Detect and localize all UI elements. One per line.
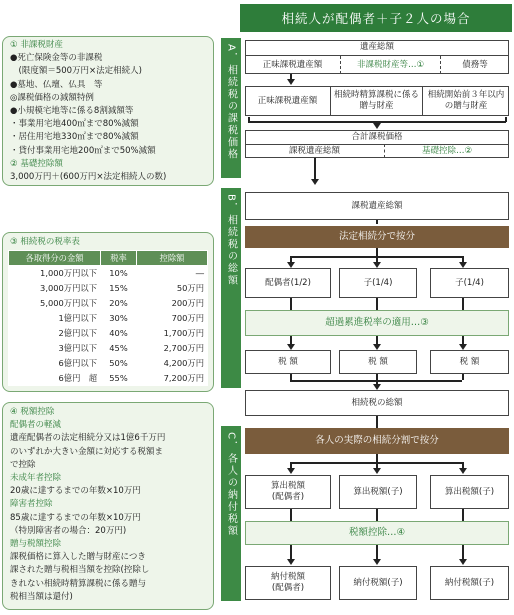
basic-deduction: 基礎控除…② bbox=[385, 144, 509, 158]
table-cell: 7,200万円 bbox=[137, 371, 208, 386]
table-cell: 6億円 超 bbox=[9, 371, 101, 386]
b-down-2 bbox=[376, 298, 378, 310]
progressive-rate: 超過累進税率の適用…③ bbox=[245, 310, 509, 336]
calc-tax-child-1: 算出税額(子) bbox=[339, 475, 417, 509]
non-taxable-line: ① 非課税財産 bbox=[10, 40, 63, 50]
c-down-2 bbox=[376, 509, 378, 521]
c-down-1 bbox=[290, 509, 292, 521]
tax-credit-line: のいずれか大きい金額に対応する税額ま bbox=[10, 446, 164, 457]
table-cell: 2億円以下 bbox=[9, 326, 101, 341]
table-row bbox=[9, 281, 208, 296]
table-cell: 200万円 bbox=[137, 296, 208, 311]
c-down-4-head bbox=[287, 559, 295, 565]
bracket-a-right bbox=[505, 117, 507, 122]
table-cell: 45% bbox=[101, 341, 137, 356]
table-cell: 1億円以下 bbox=[9, 311, 101, 326]
table-cell: 1,000万円以下 bbox=[9, 266, 101, 281]
table-cell: 15% bbox=[101, 281, 137, 296]
tax-credit-line: 贈与税額控除 bbox=[10, 539, 62, 549]
table-cell: 10% bbox=[101, 266, 137, 281]
total-taxable-header: 合計課税価格 bbox=[351, 131, 403, 142]
table-cell: 30% bbox=[101, 311, 137, 326]
non-taxable-line: ・事業用宅地400㎡まで80%減額 bbox=[10, 119, 139, 130]
actual-share-divide: 各人の実際の相続分割で按分 bbox=[245, 428, 509, 454]
tax-credit-line: （特別障害者の場合：20万円) bbox=[10, 525, 127, 536]
arrowhead-a2 bbox=[373, 123, 381, 129]
table-row bbox=[9, 296, 208, 311]
tax-credit-line: 障害者控除 bbox=[10, 499, 53, 510]
tax-credit-line: 遺産配偶者の法定相続分又は1億6千万円 bbox=[10, 433, 166, 444]
tax-credit-line: 課税価格に算入した贈与財産につき bbox=[10, 552, 146, 563]
tax-amount-spouse: 税 額 bbox=[245, 350, 331, 374]
tax-amount-child-1: 税 額 bbox=[339, 350, 417, 374]
net-taxable-estate: 正味課税遺産額 bbox=[245, 56, 341, 74]
table-cell: 6億円以下 bbox=[9, 356, 101, 371]
table-cell: 55% bbox=[101, 371, 137, 386]
tax-credit-line: 20歳に達するまでの年数×10万円 bbox=[10, 486, 141, 497]
pay-tax-child-2: 納付税額(子) bbox=[430, 566, 509, 600]
table-row bbox=[9, 326, 208, 341]
non-taxable-line: 3,000万円＋(600万円×法定相続人の数) bbox=[10, 172, 167, 182]
tax-deduction: 税額控除…④ bbox=[245, 521, 509, 545]
debts: 債務等 bbox=[462, 59, 488, 70]
pay-tax-child-1: 納付税額(子) bbox=[339, 566, 417, 600]
section-a-label: A．相続税の課税価格 bbox=[221, 38, 241, 178]
heir-child-2: 子(1/4) bbox=[430, 268, 509, 298]
table-row bbox=[9, 266, 208, 281]
tax-credit-line: 税相当額は還付) bbox=[10, 591, 73, 602]
table-cell: 700万円 bbox=[137, 311, 208, 326]
branch-c-mid bbox=[376, 454, 378, 462]
table-cell: 20% bbox=[101, 296, 137, 311]
merge-b-3 bbox=[462, 374, 464, 380]
table-cell: 40% bbox=[101, 326, 137, 341]
table-cell: 50% bbox=[101, 356, 137, 371]
table-cell: 2,700万円 bbox=[137, 341, 208, 356]
tax-credit-line: ④ 税額控除 bbox=[10, 407, 55, 417]
branch-b-mid bbox=[376, 248, 378, 256]
non-taxable-line: ・居住用宅地330㎡まで80%減額 bbox=[10, 132, 139, 143]
non-taxable-line: ●墓地、仏壇、仏具 等 bbox=[10, 79, 103, 90]
non-taxable-line: ●小規模宅地等に係る8割減額等 bbox=[10, 106, 134, 116]
table-cell: 5,000万円以下 bbox=[9, 296, 101, 311]
arrow-b-c bbox=[376, 416, 378, 428]
calc-tax-child-2: 算出税額(子) bbox=[430, 475, 509, 509]
table-cell: ― bbox=[137, 266, 208, 281]
table-cell: 1,700万円 bbox=[137, 326, 208, 341]
table-cell: 4,200万円 bbox=[137, 356, 208, 371]
pay-tax-spouse: 納付税額 (配偶者) bbox=[245, 566, 331, 600]
settlement-gift-property: 相続時精算課税に係る贈与財産 bbox=[331, 86, 423, 116]
tax-credit-line: 配偶者の軽減 bbox=[10, 420, 62, 431]
section-b-label: B．相続税の総額 bbox=[221, 188, 241, 388]
table-cell: 50万円 bbox=[137, 281, 208, 296]
b-down-3 bbox=[462, 298, 464, 310]
arrow-b1 bbox=[376, 220, 378, 224]
arrowhead-a3 bbox=[311, 179, 319, 185]
non-taxable-line: ●死亡保険金等の非課税 bbox=[10, 53, 103, 64]
table-row bbox=[9, 341, 208, 356]
tax-credit-line: 課された贈与税相当額を控除(控除し bbox=[10, 565, 150, 576]
heir-spouse: 配偶者(1/2) bbox=[245, 268, 331, 298]
c-down-5-head bbox=[373, 559, 381, 565]
c-down-3 bbox=[462, 509, 464, 521]
non-taxable-property: 非課税財産等…① bbox=[341, 56, 441, 74]
table-row bbox=[9, 311, 208, 326]
arrowhead-a1 bbox=[287, 79, 295, 85]
net-taxable-estate-2: 正味課税遺産額 bbox=[245, 86, 331, 116]
table-row bbox=[9, 356, 208, 371]
c-down-6-head bbox=[459, 559, 467, 565]
branch-c-1-head bbox=[287, 468, 295, 474]
statutory-share-divide: 法定相続分で按分 bbox=[245, 226, 509, 248]
tax-credit-line: で控除 bbox=[10, 459, 36, 470]
heir-child-1: 子(1/4) bbox=[339, 268, 417, 298]
tax-credit-line: 85歳に達するまでの年数×10万円 bbox=[10, 512, 141, 523]
estate-total-header: 遺産総額 bbox=[245, 40, 509, 56]
branch-c-3-head bbox=[459, 468, 467, 474]
tax-rate-title: ③ 相続税の税率表 bbox=[10, 237, 80, 247]
tax-credit-line: 未成年者控除 bbox=[10, 473, 62, 483]
tax-rate-table bbox=[8, 250, 208, 386]
calc-tax-spouse: 算出税額 (配偶者) bbox=[245, 475, 331, 509]
table-cell: 3億円以下 bbox=[9, 341, 101, 356]
table-cell: 3,000万円以下 bbox=[9, 281, 101, 296]
tax-amount-child-2: 税 額 bbox=[430, 350, 509, 374]
table-row bbox=[9, 371, 208, 386]
non-taxable-line: (限度額＝500万円×法定相続人) bbox=[10, 66, 142, 77]
taxable-estate-total: 課税遺産総額 bbox=[245, 144, 385, 158]
non-taxable-line: ② 基礎控除額 bbox=[10, 158, 63, 169]
non-taxable-line: ・貸付事業用宅地200㎡まで50%減額 bbox=[10, 145, 156, 156]
col-amount: 各取得分の金額 bbox=[9, 251, 101, 266]
three-year-gift-property: 相続開始前３年以内の贈与財産 bbox=[427, 90, 505, 111]
tax-credit-line: きれない相続時精算課税に係る贈与 bbox=[10, 578, 147, 589]
bracket-a-left bbox=[248, 117, 250, 122]
section-c-label: C．各人の納付税額 bbox=[221, 426, 241, 601]
merge-b-1 bbox=[290, 374, 292, 380]
total-inheritance-tax: 相続税の総額 bbox=[245, 390, 509, 416]
arrow-a3 bbox=[314, 158, 316, 180]
col-rate: 税率 bbox=[101, 251, 137, 266]
col-deduction: 控除額 bbox=[137, 251, 208, 266]
non-taxable-line: ◎課税価格の減額特例 bbox=[10, 92, 94, 103]
branch-c-2-head bbox=[373, 468, 381, 474]
page-title: 相続人が配偶者＋子２人の場合 bbox=[240, 4, 512, 32]
b-down-1 bbox=[290, 298, 292, 310]
taxable-estate-total-b: 課税遺産総額 bbox=[245, 192, 509, 220]
